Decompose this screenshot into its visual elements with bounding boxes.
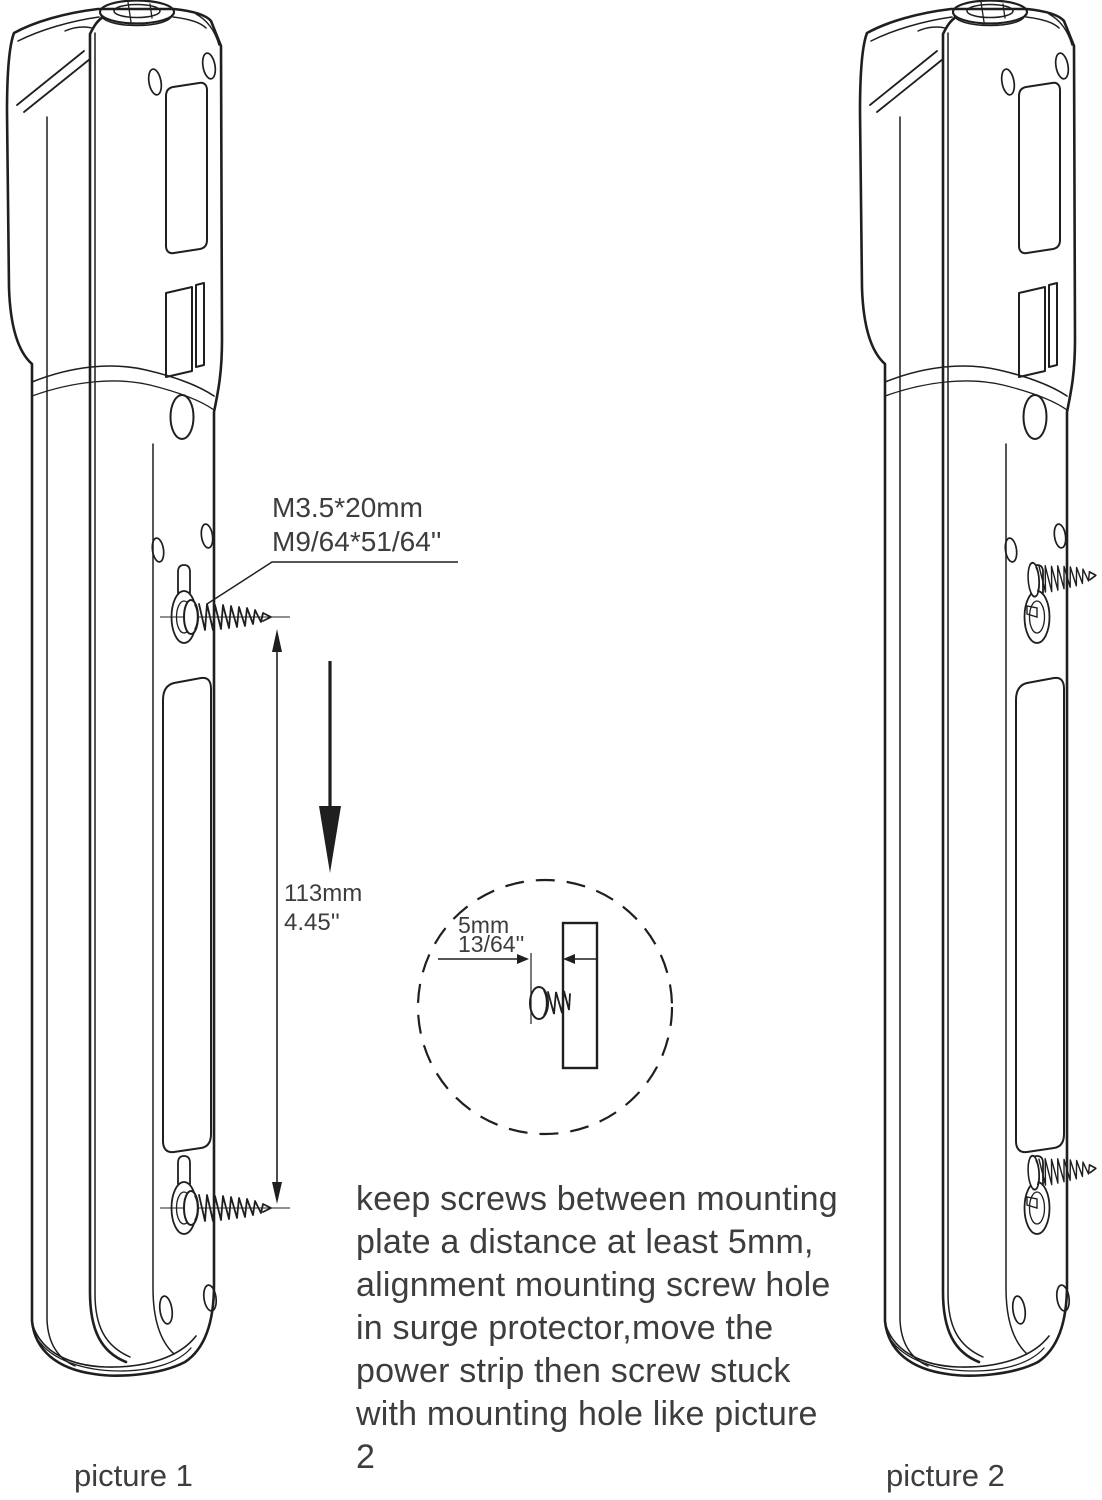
screw-centerlines — [160, 617, 290, 1208]
slide-down-arrow-icon — [319, 661, 341, 873]
instruction-line: power strip then screw stuck — [356, 1352, 791, 1390]
picture-1-caption: picture 1 — [74, 1458, 193, 1493]
gap-metric: 5mm — [458, 912, 510, 938]
instruction-text — [356, 1178, 844, 1479]
gap-imperial: 13/64'' — [458, 931, 525, 957]
distance-metric: 113mm — [284, 880, 363, 907]
power-strip-picture-1 — [7, 1, 290, 1376]
bottom-locked-screw-icon — [1027, 1151, 1097, 1190]
screw-spec-imperial: M9/64*51/64'' — [272, 526, 442, 557]
screw-distance-dimension — [272, 629, 362, 1204]
keyhole-notches — [1027, 606, 1037, 1208]
instruction-line: with mounting hole like picture 2 — [356, 1395, 818, 1476]
wall-gap-detail-circle — [418, 880, 672, 1134]
instruction-line: keep screws between mounting — [356, 1180, 838, 1218]
instruction-line: in surge protector,move the — [356, 1309, 774, 1347]
instruction-line: plate a distance at least 5mm, — [356, 1223, 814, 1261]
picture-2-caption: picture 2 — [886, 1458, 1005, 1493]
power-strip-picture-2 — [860, 1, 1097, 1376]
arrow-head — [319, 806, 341, 873]
screw-spec-metric: M3.5*20mm — [272, 492, 423, 523]
instruction-line: alignment mounting screw hole — [356, 1266, 831, 1304]
arrow-down-icon — [272, 1182, 282, 1204]
arrow-up-icon — [272, 629, 282, 652]
screw-spec-callout — [207, 492, 458, 604]
power-strip-drawing — [7, 1, 222, 1376]
wall-plate-cross-section — [563, 923, 597, 1068]
power-strip-drawing — [860, 1, 1075, 1376]
leader-line — [207, 562, 458, 604]
distance-imperial: 4.45'' — [284, 909, 340, 936]
